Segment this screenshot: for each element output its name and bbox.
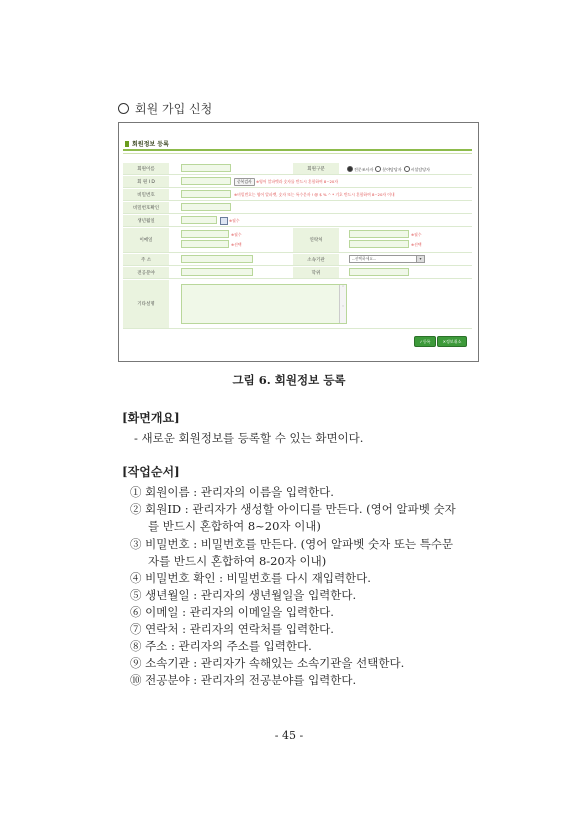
birth-hint: ※필수 [229, 218, 240, 223]
contact-hint-required: ※필수 [411, 232, 422, 237]
email-label: 이메일 [123, 228, 169, 252]
cancel-info-button[interactable]: ✕정보취소 [437, 336, 467, 347]
step-line: ⑩ 전공분야 : 관리자의 전공분야를 입력한다. [130, 673, 357, 687]
chevron-down-icon[interactable]: ▾ [416, 256, 424, 262]
step-line: ② 회원ID : 관리자가 생성할 아이디를 만든다. (영어 알파벳 숫자 [130, 502, 456, 516]
name-input[interactable] [181, 164, 231, 172]
title-marker-icon [125, 141, 129, 147]
id-hint: ※영어 알파벳과 숫자를 반드시 혼합하여 8~20자 [256, 179, 338, 184]
title-divider-thin [123, 153, 472, 154]
agency-label: 소속기관 [293, 254, 339, 265]
specialty-input[interactable] [181, 268, 253, 276]
degree-input[interactable] [349, 268, 409, 276]
name-label: 회원이름 [123, 163, 169, 174]
radio-icon[interactable] [375, 166, 381, 172]
contact-input-secondary[interactable] [349, 240, 409, 248]
form-row-password-confirm [123, 202, 472, 214]
form-row-email [123, 228, 472, 253]
degree-label: 학위 [293, 267, 339, 278]
email-input-primary[interactable] [181, 230, 229, 238]
specialty-label: 전공분야 [123, 267, 169, 278]
section-heading: 회원 가입 신청 [118, 100, 212, 117]
birth-label: 생년월일 [123, 215, 169, 226]
id-check-button[interactable]: 중복검사 [234, 178, 255, 186]
birth-input[interactable] [181, 216, 217, 224]
contact-hint-optional: ※선택 [411, 242, 422, 247]
form-row-other [123, 280, 472, 329]
step-line: ⑧ 주소 : 관리자의 주소를 입력한다. [130, 639, 312, 653]
step-line: ⑦ 연락처 : 관리자의 연락처를 입력한다. [130, 622, 334, 636]
password-confirm-label: 비밀번호확인 [123, 202, 169, 213]
form-row-address [123, 254, 472, 266]
step-line: ④ 비밀번호 확인 : 비밀번호를 다시 재입력한다. [130, 571, 371, 585]
step-line-continued: 를 반드시 혼합하여 8~20자 이내) [148, 519, 321, 533]
id-label: 회 원 I D [123, 176, 169, 187]
step-line: ⑥ 이메일 : 관리자의 이메일을 입력한다. [130, 605, 334, 619]
other-label: 기타설명 [123, 280, 169, 328]
form-row-id [123, 176, 472, 188]
scroll-up-icon[interactable]: ˄ [342, 285, 344, 290]
email-hint-required: ※필수 [231, 232, 242, 237]
member-type-label: 회원구분 [293, 163, 339, 174]
scroll-down-icon[interactable]: ˅ [342, 305, 344, 310]
address-input[interactable] [181, 255, 253, 263]
textarea-scrollbar[interactable] [339, 285, 346, 323]
step-line: ⑨ 소속기관 : 관리자가 속해있는 소속기관을 선택한다. [130, 656, 405, 670]
password-label: 비밀번호 [123, 189, 169, 200]
contact-input-primary[interactable] [349, 230, 409, 238]
circle-bullet-icon [118, 103, 129, 114]
email-input-secondary[interactable] [181, 240, 229, 248]
form-row-birth [123, 215, 472, 227]
overview-text: - 새로운 회원정보를 등록할 수 있는 화면이다. [134, 431, 364, 445]
radio-icon[interactable] [404, 166, 410, 172]
x-icon: ✕ [442, 339, 446, 344]
form-row-specialty [123, 267, 472, 279]
other-textarea[interactable] [181, 284, 347, 324]
member-type-radio-group[interactable]: 전문조사자 분야담당자 시설담당자 [345, 166, 430, 173]
agency-select[interactable]: --선택하세요-- ▾ [349, 255, 425, 263]
figure-caption: 그림 6. 회원정보 등록 [232, 373, 346, 387]
password-input[interactable] [181, 190, 231, 198]
form-title: 회원정보 등록 [125, 139, 169, 148]
member-registration-screenshot [118, 122, 479, 362]
steps-heading: [작업순서] [122, 465, 180, 479]
password-confirm-input[interactable] [181, 203, 231, 211]
id-input[interactable] [181, 177, 231, 185]
form-row-password [123, 189, 472, 201]
step-line: ③ 비밀번호 : 비밀번호를 만든다. (영어 알파벳 숫자 또는 특수문 [130, 537, 454, 551]
step-line: ⑤ 생년월일 : 관리자의 생년월일을 입력한다. [130, 588, 357, 602]
contact-label: 연락처 [293, 228, 339, 252]
check-icon: ✓ [419, 339, 423, 344]
radio-selected-icon[interactable] [347, 166, 353, 172]
password-hint: ※비밀번호는 영어 알파벳, 숫자 또는 특수문자 ! @ $ % ^ * 기호 반드시 혼합하여 8~20자 이내 [234, 192, 395, 197]
form-row-name [123, 163, 472, 175]
title-divider [123, 149, 472, 151]
overview-heading: [화면개요] [122, 411, 180, 425]
email-hint-optional: ※선택 [231, 242, 242, 247]
page-number: - 45 - [274, 729, 304, 742]
calendar-icon[interactable] [220, 217, 228, 225]
step-line: ① 회원이름 : 관리자의 이름을 입력한다. [130, 485, 334, 499]
step-line-continued: 자를 반드시 혼합하여 8-20자 이내) [148, 554, 327, 568]
register-button[interactable]: ✓등록 [414, 336, 436, 347]
address-label: 주 소 [123, 254, 169, 265]
